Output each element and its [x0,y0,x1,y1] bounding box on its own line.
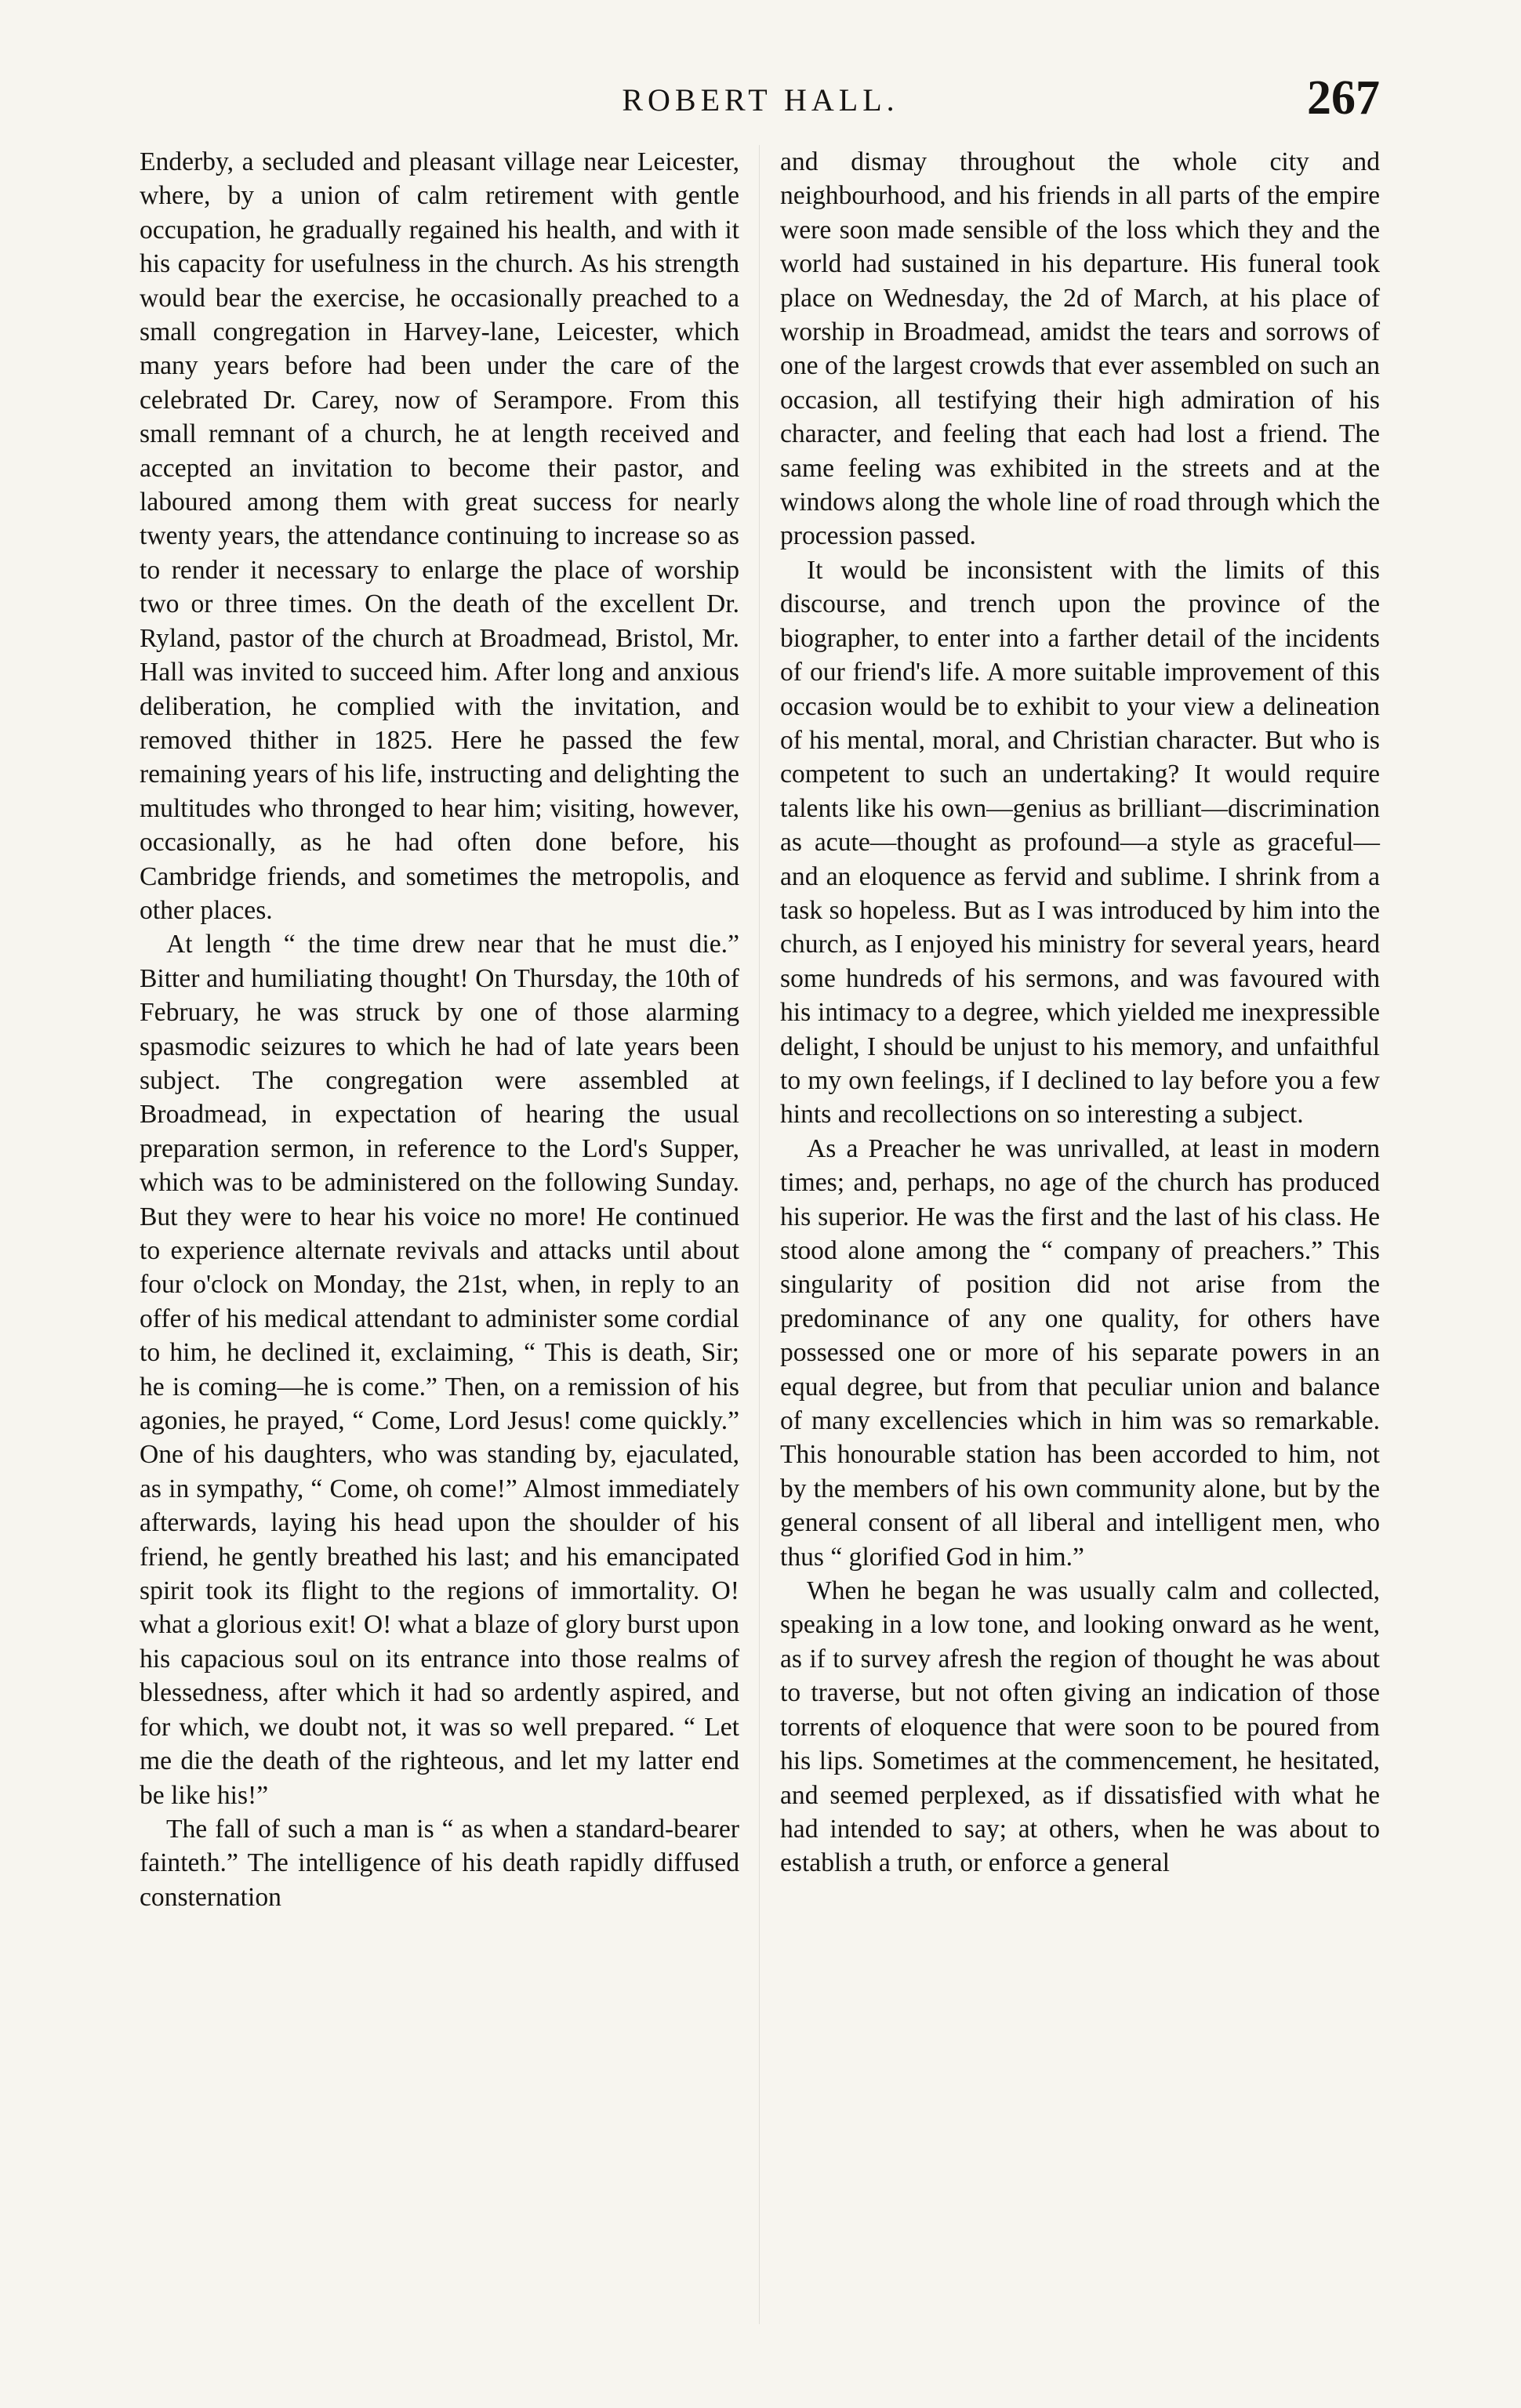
left-column [140,145,739,1914]
paragraph: The fall of such a man is “ as when a standard-bearer fainteth.” The intelligence of his death rapidly diffused consternation [140,1814,739,1912]
running-head [0,71,1521,141]
running-title: ROBERT HALL. [622,82,899,118]
paragraph: When he began he was usually calm and collected, speaking in a low tone, and looking onward as he went, as if to survey afresh the region of thought he was about to traverse, but not often giving an indication of those torrents of eloquence that were soon to be poured from his lips. Sometimes at the commencement, he hesitated, and seemed perplexed, as if dissatisfied with what he had intended to say; at others, when he was about to establish a truth, or enforce a general [780,1576,1380,1878]
page-number: 267 [1307,71,1380,125]
paragraph: and dismay throughout the whole city and neighbourhood, and his friends in all parts of the empire were soon made sensible of the loss which they and the world had sustained in his departure. His funeral took place on Wednesday, the 2d of March, at his place of worship in Broadmead, amidst the tears and sorrows of one of the largest crowds that ever assembled on such an occasion, all testifying their high admiration of his character, and feeling that each had lost a friend. The same feeling was exhibited in the streets and at the windows along the whole line of road through which the procession passed. [780,147,1380,551]
column-divider [759,145,760,2324]
paragraph: Enderby, a secluded and pleasant village near Leicester, where, by a union of calm retirement with gentle occupation, he gradually regained his health, and with it his capacity for usefulness in the church. As his strength would bear the exercise, he occasionally preached to a small congregation in Harvey-lane, Leicester, which many years before had been under the care of the celebrated Dr. Carey, now of Serampore. From this small remnant of a church, he at length received and accepted an invitation to become their pastor, and laboured among them with great success for nearly twenty years, the attendance continuing to increase so as to render it necessary to enlarge the place of worship two or three times. On the death of the excellent Dr. Ryland, pastor of the church at Broadmead, Bristol, Mr. Hall was invited to succeed him. After long and anxious deliberation, he complied with the invitation, and removed thither in 1825. Here he passed the few remaining years of his life, instructing and delighting the multitudes who thronged to hear him; visiting, however, occasionally, as he had often done before, his Cambridge friends, and sometimes the metropolis, and other places. [140,147,739,925]
paragraph: As a Preacher he was unrivalled, at least in modern times; and, perhaps, no age of the church has produced his superior. He was the first and the last of his class. He stood alone among the “ company of preachers.” This singularity of position did not arise from the predominance of any one quality, for others have possessed one or more of his separate powers in an equal degree, but from that peculiar union and balance of many excellencies which in him was so remarkable. This honourable station has been accorded to him, not by the members of his own community alone, but by the general consent of all liberal and intelligent men, who thus “ glorified God in him.” [780,1133,1380,1572]
right-column [780,145,1380,1880]
paragraph: It would be inconsistent with the limits of this discourse, and trench upon the province of the biographer, to enter into a farther detail of the incidents of our friend's life. A more suitable improvement of this occasion would be to exhibit to your view a delineation of his mental, moral, and Christian character. But who is competent to such an undertaking? It would require talents like his own—genius as brilliant—discrimination as acute—thought as profound—a style as graceful—and an eloquence as fervid and sublime. I shrink from a task so hopeless. But as I was introduced by him into the church, as I enjoyed his ministry for several years, heard some hundreds of his sermons, and was favoured with his intimacy to a degree, which yielded me inexpressible delight, I should be unjust to his memory, and unfaithful to my own feelings, if I declined to lay before you a few hints and recollections on so interesting a subject. [780,555,1380,1130]
paragraph: At length “ the time drew near that he must die.” Bitter and humiliating thought! On Thursday, the 10th of February, he was struck by one of those alarming spasmodic seizures to which he had of late years been subject. The congregation were assembled at Broadmead, in expectation of hearing the usual preparation sermon, in reference to the Lord's Supper, which was to be administered on the following Sunday. But they were to hear his voice no more! He continued to experience alternate revivals and attacks until about four o'clock on Monday, the 21st, when, in reply to an offer of his medical attendant to administer some cordial to him, he declined it, exclaiming, “ This is death, Sir; he is coming—he is come.” Then, on a remission of his agonies, he prayed, “ Come, Lord Jesus! come quickly.” One of his daughters, who was standing by, ejaculated, as in sympathy, “ Come, oh come!” Almost immediately afterwards, laying his head upon the shoulder of his friend, he gently breathed his last; and his emancipated spirit took its flight to the regions of immortality. O! what a glorious exit! O! what a blaze of glory burst upon his capacious soul on its entrance into those realms of blessedness, after which it had so ardently aspired, and for which, we doubt not, it was so well prepared. “ Let me die the death of the righteous, and let my latter end be like his!” [140,930,739,1810]
